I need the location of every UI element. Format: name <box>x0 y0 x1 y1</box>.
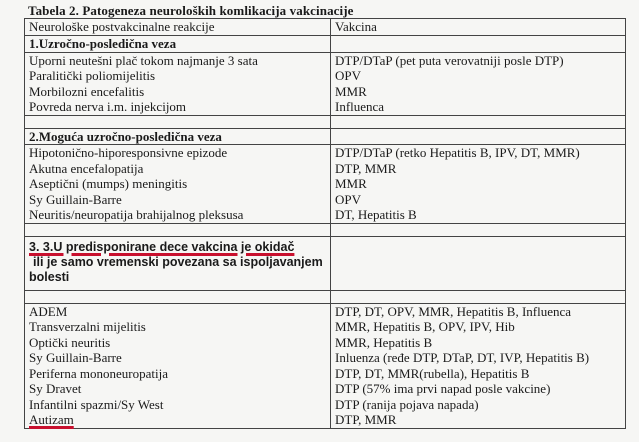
section3-reactions <box>25 303 331 428</box>
vaccine-item: DTP, MMR <box>335 160 397 176</box>
vaccine-item: OPV <box>335 68 362 83</box>
reaction-item: Periferna mononeuropatija <box>29 365 168 381</box>
header-vaccine: Vakcina <box>331 19 626 36</box>
reaction-item: Morbilozni encefalitis <box>29 83 145 99</box>
section1-body-row <box>25 52 626 115</box>
section2-vaccines <box>331 145 626 224</box>
vaccine-item: DTP (57% ima prvi napad posle vakcine) <box>335 381 551 396</box>
reaction-item: Paralitički poliomijelitis <box>29 68 156 83</box>
vaccine-item: Influenca <box>335 99 385 114</box>
section3-title-row <box>25 236 626 290</box>
reaction-item: Sy Guillain-Barre <box>29 191 122 207</box>
reaction-item: Sy Guillain-Barre <box>29 350 122 365</box>
table-header-row <box>25 19 626 36</box>
section1-reactions <box>25 52 331 115</box>
vaccine-item: DT, Hepatitis B <box>335 207 417 222</box>
section1-title: 1.Uzročno-posledična veza <box>25 36 331 53</box>
section3-title-line3: bolesti <box>29 269 70 284</box>
reaction-item: Povreda nerva i.m. injekcijom <box>29 99 187 114</box>
section1-vaccines <box>331 52 626 115</box>
table-caption: Tabela 2. Patogeneza neuroloških komlikacija vakcinacije <box>28 3 354 18</box>
section3-title-empty <box>331 236 626 290</box>
reaction-item: Infantilni spazmi/Sy West <box>29 396 164 412</box>
vaccine-item: MMR, Hepatitis B, OPV, IPV, Hib <box>335 319 515 334</box>
section3-body-row <box>25 303 626 428</box>
section3-vaccines <box>331 303 626 428</box>
pathogenesis-table <box>24 18 626 429</box>
header-reactions: Neurološke postvakcinalne reakcije <box>25 19 331 36</box>
vaccine-item: Inluenza (ređe DTP, DTaP, DT, IVP, Hepatitis B) <box>335 350 590 365</box>
section1-title-row <box>25 36 626 53</box>
section2-title: 2.Moguća uzročno-posledična veza <box>25 128 331 145</box>
reaction-item: Akutna encefalopatija <box>29 160 144 176</box>
section2-title-empty <box>331 128 626 145</box>
spacer-row <box>25 290 626 303</box>
spacer-cell <box>331 290 626 303</box>
vaccine-item: MMR, Hepatitis B <box>335 334 433 350</box>
reaction-item: Aseptični (mumps) meningitis <box>29 176 188 191</box>
section3-title <box>25 236 331 290</box>
section1-title-empty <box>331 36 626 53</box>
vaccine-item: DTP (ranija pojava napada) <box>335 396 479 412</box>
reaction-item: Sy Dravet <box>29 381 82 396</box>
section2-body-row <box>25 145 626 224</box>
reaction-item: Optički neuritis <box>29 334 111 350</box>
vaccine-item: DTP, DT, OPV, MMR, Hepatitis B, Influenca <box>335 303 572 319</box>
spacer-cell <box>25 223 331 236</box>
vaccine-item: DTP, MMR <box>335 412 397 427</box>
reaction-item: Neuritis/neuropatija brahijalnog pleksusa <box>29 207 244 222</box>
section2-reactions <box>25 145 331 224</box>
spacer-cell <box>25 115 331 128</box>
vaccine-item: MMR <box>335 176 367 191</box>
spacer-cell <box>331 115 626 128</box>
spacer-row <box>25 223 626 236</box>
section2-title-row <box>25 128 626 145</box>
vaccine-item: DTP/DTaP (retko Hepatitis B, IPV, DT, MMR) <box>335 145 580 160</box>
reaction-item: Hipotonično-hiporesponsivne epizode <box>29 145 228 160</box>
reaction-item: Uporni neutešni plač tokom najmanje 3 sata <box>29 52 258 68</box>
reaction-item-autism: Autizam <box>29 412 74 427</box>
reaction-item: Transverzalni mijelitis <box>29 319 146 334</box>
reaction-item: ADEM <box>29 303 68 319</box>
spacer-cell <box>25 290 331 303</box>
section3-title-underlined: 3. 3.U predisponirane dece vakcina je okidač <box>29 239 295 254</box>
spacer-row <box>25 115 626 128</box>
vaccine-item: DTP/DTaP (pet puta verovatniji posle DTP) <box>335 52 564 68</box>
section3-title-line2: ili je samo vremenski povezana sa ispoljavanjem <box>33 254 323 269</box>
vaccine-item: OPV <box>335 191 362 207</box>
vaccine-item: DTP, DT, MMR(rubella), Hepatitis B <box>335 365 530 381</box>
vaccine-item: MMR <box>335 83 367 99</box>
spacer-cell <box>331 223 626 236</box>
